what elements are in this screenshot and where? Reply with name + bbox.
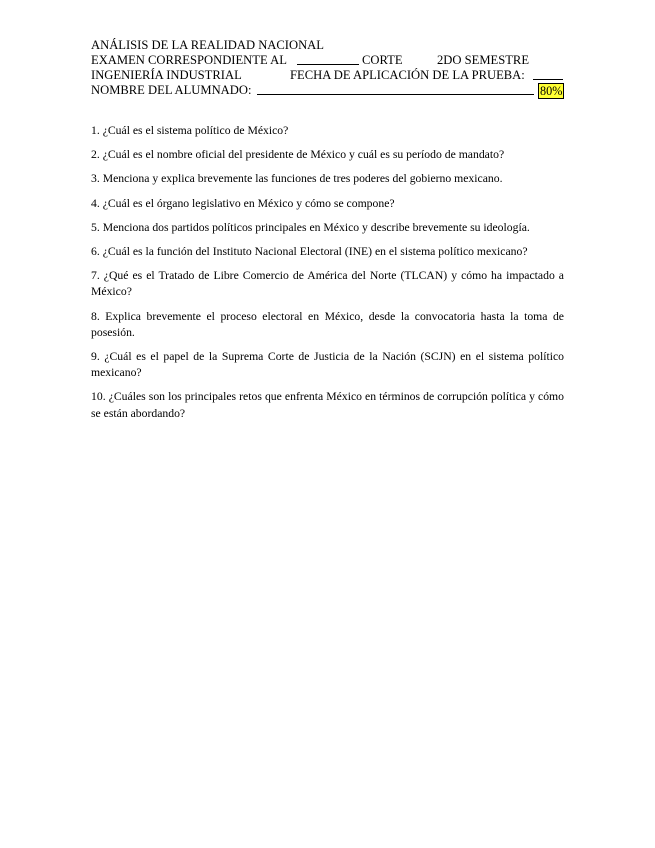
corte-label: CORTE <box>362 53 403 67</box>
question-10: 10. ¿Cuáles son los principales retos que enfrenta México en términos de corrupción política y cómo se están abordando? <box>91 390 564 420</box>
question-7: 7. ¿Qué es el Tratado de Libre Comercio de América del Norte (TLCAN) y cómo ha impactado a México? <box>91 269 564 299</box>
header-line-3 <box>91 68 566 83</box>
header-line-4 <box>91 83 566 98</box>
header-line-2 <box>91 53 566 68</box>
question-9: 9. ¿Cuál es el papel de la Suprema Corte de Justicia de la Nación (SCJN) en el sistema político mexicano? <box>91 350 564 380</box>
question-6: 6. ¿Cuál es la función del Instituto Nacional Electoral (INE) en el sistema político mexicano? <box>91 245 528 259</box>
question-8: 8. Explica brevemente el proceso electoral en México, desde la convocatoria hasta la toma de posesión. <box>91 309 564 339</box>
date-label: FECHA DE APLICACIÓN DE LA PRUEBA: <box>290 68 525 82</box>
score-badge: 80% <box>540 84 563 98</box>
question-5: 5. Menciona dos partidos políticos principales en México y describe brevemente su ideología. <box>91 220 530 234</box>
career-label: INGENIERÍA INDUSTRIAL <box>91 68 242 82</box>
question-list <box>91 123 564 430</box>
header-line-1 <box>91 38 566 53</box>
course-title: ANÁLISIS DE LA REALIDAD NACIONAL <box>91 38 324 52</box>
question-1: 1. ¿Cuál es el sistema político de México? <box>91 124 289 137</box>
name-label: NOMBRE DEL ALUMNADO: <box>91 83 252 97</box>
exam-label: EXAMEN CORRESPONDIENTE AL <box>91 53 287 67</box>
question-4: 4. ¿Cuál es el órgano legislativo en México y cómo se compone? <box>91 196 395 210</box>
question-2: 2. ¿Cuál es el nombre oficial del presidente de México y cuál es su período de mandato? <box>91 148 505 162</box>
corte-blank[interactable] <box>297 53 359 65</box>
semester-label: 2DO SEMESTRE <box>437 53 530 67</box>
exam-header <box>91 38 566 98</box>
date-blank[interactable] <box>533 68 563 80</box>
question-3: 3. Menciona y explica brevemente las funciones de tres poderes del gobierno mexicano. <box>91 172 503 186</box>
name-blank[interactable] <box>257 83 534 95</box>
